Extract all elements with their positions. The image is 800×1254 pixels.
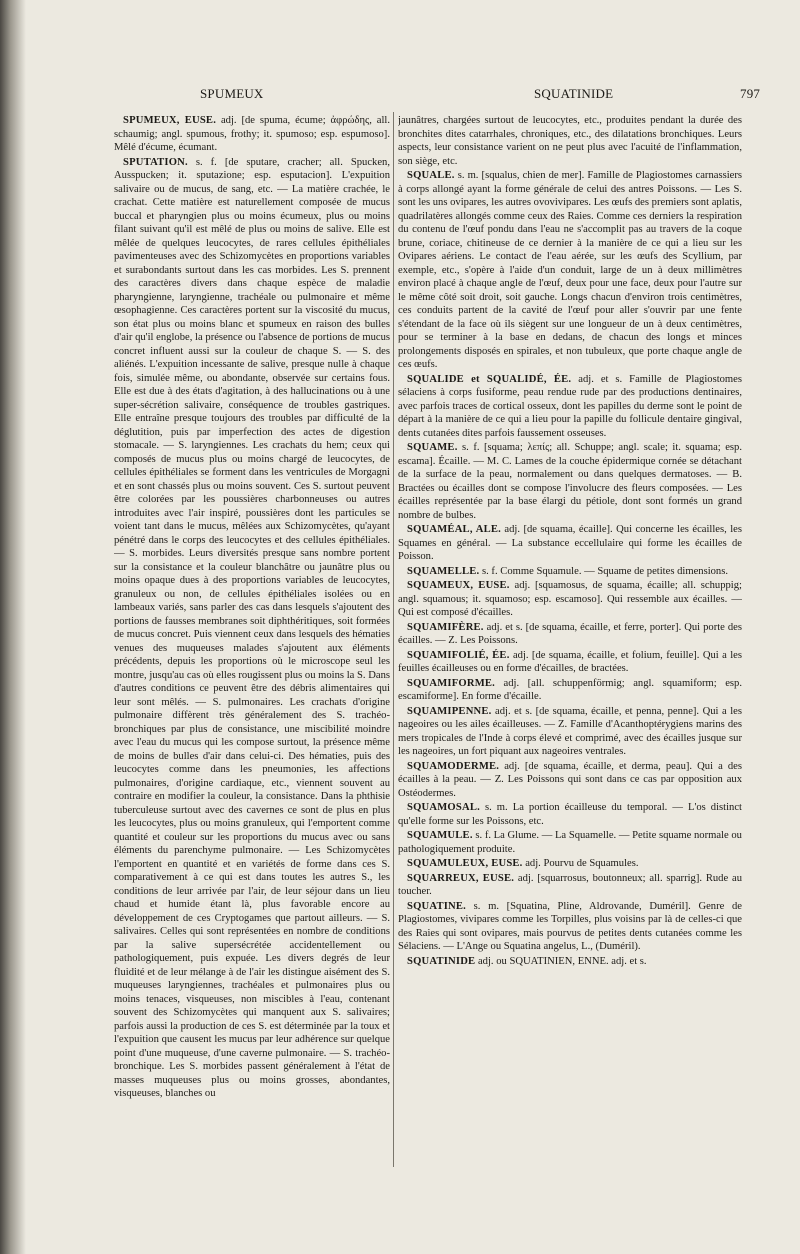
dictionary-entry <box>398 829 742 856</box>
entry-headword: SQUAMÉAL, ALE. <box>407 524 501 535</box>
entry-headword: SQUAMEUX, EUSE. <box>407 580 510 591</box>
dictionary-entry <box>398 955 742 969</box>
left-column <box>114 114 390 1174</box>
entry-definition: adj. et s. [de squama, écaille, et ferre, porter]. Qui porte des écailles. — Z. Les Poissons. <box>398 621 742 646</box>
entry-headword: SQUAME. <box>407 442 458 453</box>
entry-headword: SQUATINIDE <box>407 955 476 967</box>
entry-definition: adj. [all. schuppenförmig; angl. squamiform; esp. escamiforme]. En forme d'écaille. <box>398 677 742 702</box>
entry-headword: SQUALE. <box>407 170 455 181</box>
entry-definition: adj. [de squama, écaille]. Qui concerne les écailles, les Squames en général. — La substance eccellulaire qui forme les écailles de Poisson. <box>398 524 742 562</box>
entry-headword: SQUARREUX, EUSE. <box>407 872 515 884</box>
running-header <box>0 86 800 106</box>
entry-headword: SQUAMIFORME. <box>407 677 496 689</box>
dictionary-entry <box>398 621 742 648</box>
dictionary-entry <box>398 677 742 704</box>
dictionary-entry <box>114 114 390 155</box>
entry-headword: SQUAMODERME. <box>407 760 500 772</box>
entry-definition: adj. [de squama, écaille, et folium, feuille]. Qui a les feuilles écailleuses ou en forme d'écailles, de bractées. <box>398 649 742 674</box>
entry-headword: SQUAMELLE. <box>407 565 480 577</box>
entry-definition: s. f. [de sputare, cracher; all. Spucken, Ausspucken; it. sputazione; esp. esputacion]. L'expuition salivaire ou de mucus, de sang, etc. — La matière crachée, le crachat. Cette matière est naturellement composée de mucus buccal et pharyngien plus ou moins écumeux, plus ou moins filant suivant qu'il est mêlé de plus ou moins de salive. Elle est mêlée de quelques leucocytes, de rares cellules épithéliales pavimenteuses avec des Schizomycètes en proportions variables et surabondants surtout dans les cas morbides. Les S. prennent des caractères divers dans chaque espèce de maladie pharyngienne, laryngienne, trachéale ou pulmonaire et même œsophagienne. Ces caractères portent sur la viscosité du mucus, son état plus ou moins blanc et spumeux en raison des bulles d'air qu'il englobe, la présence ou l'absence de portions de mucus concret influent aussi sur la couleur de chaque S. — S. des aliénés. L'expuition incessante de salive, presque nulle à chaque fois, simulée même, ou abondante, observée sur certains fous. Elle est due à des états d'agitation, à des hallucinations ou à une super-sécrétion salivaire, conséquence de troubles gastriques. Elle entraîne presque toujours des troubles par difficulté de la déglutition, puis par imperfection des actes de digestion stomacale. — S. laryngiennes. Les crachats du hem; ceux qui composés de mucus plus ou moins chargé de leucocytes, de cellules épithéliales se forment dans les ventricules de Morgagni et en sont chassés plus ou moins souvent. Ces S. surtout peuvent être colorées par les poussières charbonneuses ou autres introduites avec l'air inspiré, poussières dont les particules se voient tant dans le mucus, mêlées aux Schizomycètes, qu'ayant pénétré dans le corps des leucocytes et des cellules épithéliales. — S. morbides. Leurs diversités presque sans nombre portent sur la consistance et la couleur blanchâtre ou jaunâtre plus ou moins opaque dues à des proportions variables de leucocytes, granuleux ou non, de cellules épithéliales isolées ou en lambeaux variés, sans parler des cas dans lesquels s'ajoutent des portions de fausses membranes soit diphthéritiques, soit formées de mucus concret. Puis viennent ceux dans lesquels des hématies venues des muqueuses malades s'ajoutent aux éléments précédents, depuis les proportions où le microscope seul les montre, jusqu'au cas où elles rougissent plus ou moins la S. Dans d'autres conditions ce peuvent être des débris alimentaires qui leur sont mêlés. — S. pulmonaires. Les crachats d'origine pulmonaire diffèrent très généralement des S. trachéo-bronchiques par plus de consistance, une miscibilité moindre avec l'eau du mucus qui les compose surtout, la présence même de moins de bulles d'air dans celui-ci. Des hématies, puis des leucocytes comme dans les pneumonies, les affections pulmonaires, d'origine cardiaque, etc., viennent souvent au contraire en modifier la couleur, la consistance. Dans la phthisie tuberculeuse surtout avec des cavernes ce sont de plus en plus les leucocytes, plus ou moins granuleux, qui l'emportent comme quantité et couleur sur les proportions du mucus avec ou sans éléments du parenchyme pulmonaire. — Les Schizomycètes l'emportent en quantité et en variétés de forme dans ces S. comparativement à ce qui est dans toutes les autres S., les conditions de leur arrivée par l'air, de leur séjour dans un lieu chaud et humide étant là, plus favorable encore au développement de ces Cryptogames que partout ailleurs. — S. salivaires. Celles qui sont représentées en nombre de conditions par la salive supersécrétée accidentellement ou pathologiquement, puis expuée. Les divers degrés de leur fluidité et de leur mélange à de l'air les distingue aisément des S. muqueuses laryngiennes, trachéales et pulmonaires plus ou moins tenaces, visqueuses, non miscibles à l'eau, contenant souvent des Schizomycètes qui manquent aux S. salivaires; parfois aussi la production de ces S. est déterminée par la toux et l'expuition que causent les mucus par leur adhérence sur quelque point d'une muqueuse, d'une caverne pulmonaire. — S. trachéo-bronchique. Les S. morbides passent généralement à l'état de masses muqueuses plus ou moins grosses, abondantes, visqueuses, blanches ou <box>114 156 390 1099</box>
entry-headword: SQUATINE. <box>407 900 466 912</box>
dictionary-entry <box>398 579 742 620</box>
page-number: 797 <box>740 86 761 101</box>
dictionary-entry <box>398 900 742 954</box>
entry-headword: SQUAMIPENNE. <box>407 705 492 717</box>
entry-definition: s. f. La Glume. — La Squamelle. — Petite squame normale ou pathologiquement produite. <box>398 830 742 855</box>
entry-definition: s. f. Comme Squamule. — Squame de petites dimensions. <box>482 565 728 577</box>
entry-headword: SQUAMOSAL. <box>407 802 480 813</box>
entry-definition: adj. [de spuma, écume; ἀφρώδης, all. schaumig; angl. spumous, frothy; it. spumoso; esp. espumoso]. Mêlé d'écume, écumant. <box>114 115 390 153</box>
dictionary-entry <box>398 373 742 441</box>
dictionary-entry <box>114 156 390 1101</box>
column-divider <box>393 112 394 1167</box>
dictionary-entry <box>398 441 742 522</box>
entry-headword: SQUALIDE et SQUALIDÉ, ÉE. <box>407 373 572 385</box>
right-running-headword: SQUATINIDE <box>534 86 614 101</box>
entry-definition: adj. et s. [de squama, écaille, et penna, penne]. Qui a les nageoires ou les ailes écailleuses. — Z. Famille d'Acanthoptérygiens marins des mers tropicales de l'Inde à corps élevé et comprimé, avec des écailles jusque sur les nageoires, un fort piquant aux nageoires ventrales. <box>398 705 742 757</box>
entry-headword: SPUMEUX, EUSE. <box>123 115 217 126</box>
entry-definition: adj. [squamosus, de squama, écaille; all. schuppig; angl. squamous; it. squamoso; esp. escamoso]. Qui ressemble aux écailles. — Qui est composé d'écailles. <box>398 580 742 618</box>
entry-definition: s. m. La portion écailleuse du temporal. — L'os distinct qu'elle forme sur les Poissons, etc. <box>398 802 742 827</box>
dictionary-entry <box>398 169 742 372</box>
right-column <box>398 114 742 1174</box>
entry-definition: s. m. [Squatina, Pline, Aldrovande, Duméril]. Genre de Plagiostomes, vivipares comme les Torpilles, plus voisins par là de celles-ci que des Raies qui sont ovipares, mais pourvus de petites dents cutanées comme les Sélaciens. — L'Ange ou Squatina angelus, L., (Duméril). <box>398 900 742 952</box>
entry-definition: adj. [de squama, écaille, et derma, peau]. Qui a des écailles à la peau. — Z. Les Poissons qui sont dans ce cas par opposition aux Ostéodermes. <box>398 760 742 799</box>
entry-definition: s. m. [squalus, chien de mer]. Famille de Plagiostomes carnassiers à corps allongé ayant la forme générale de celui des antres Poissons. — Les S. sont les uns ovipares, les autres ovovivipares. Les œufs des premiers sont aplatis, quadrilatères allongés comme ceux des Raies. Comme ces derniers la respiration du contenu de l'œuf pondu dans l'eau ne s'accomplit pas au travers de la coque brune, coriace, chitineuse de ce dernier à la manière de ce qui a lieu sur les Ovipares aériens. Le contact de l'eau aérée, sur les œufs des Scyllium, par exemple, etc., s'opère à l'aide d'un conduit, large de un à deux millimètres environ placé à chaque angle de l'œuf, deux pour une face, deux pour l'autre sur le même côté soit droit, soit gauche. Longs chacun d'environ trois centimètres, ces conduits partent de la cavité de l'œuf pour aller s'ouvrir par une fente s'étendant de la face où ils siègent sur une longueur de un à deux centimètres, pour se terminer à la base en dedans, de chacun des longs et minces prolongements disposés en spirales, et non tubuleux, que porte chaque angle de ces œufs. <box>398 170 742 370</box>
left-running-headword: SPUMEUX <box>200 86 264 101</box>
dictionary-entry <box>398 114 742 168</box>
dictionary-entry <box>398 857 742 871</box>
entry-definition: adj. et s. Famille de Plagiostomes sélaciens à corps fusiforme, peau rendue rude par des productions dentinaires, avec parfois traces de cortical osseux, dont les papilles du derme sont le point de départ à la manière de ce qui a lieu pour la papille du follicule dentaire gingival, dents cutanées dites parfois faussement osseuses. <box>398 373 742 439</box>
dictionary-entry <box>398 523 742 564</box>
binding-shadow <box>0 0 26 1254</box>
entry-definition: adj. Pourvu de Squamules. <box>525 858 639 869</box>
dictionary-entry <box>398 565 742 579</box>
dictionary-entry <box>398 705 742 759</box>
entry-definition: adj. ou SQUATINIEN, ENNE. adj. et s. <box>477 955 647 967</box>
entry-headword: SPUTATION. <box>123 156 188 168</box>
entry-definition: jaunâtres, chargées surtout de leucocytes, etc., produites pendant la durée des bronchites dites catarrhales, chroniques, etc., des dilatations bronchiques. Leurs aspects, leur consistance varient on ne peut plus avec l'acuité de l'inflammation, son siège, etc. <box>398 115 742 167</box>
dictionary-entry <box>398 760 742 801</box>
dictionary-entry <box>398 801 742 828</box>
entry-headword: SQUAMIFOLIÉ, ÉE. <box>407 649 510 661</box>
entry-definition: adj. [squarrosus, boutonneux; all. sparrig]. Rude au toucher. <box>398 872 742 897</box>
dictionary-entry <box>398 649 742 676</box>
entry-headword: SQUAMIFÈRE. <box>407 621 484 633</box>
dictionary-entry <box>398 872 742 899</box>
entry-definition: s. f. [squama; λεπίς; all. Schuppe; angl. scale; it. squama; esp. escama]. Écaille. — M. C. Lames de la couche épidermique cornée se détachant de la surface de la peau, normalement ou dans quelques dermatoses. — B. Bractées ou écailles dont se compose l'involucre des fleurs composées. — Les écailles représentée par la base élargi du pétiole, dont sont formés un grand nombre de bulbes. <box>398 442 742 521</box>
entry-headword: SQUAMULE. <box>407 830 473 841</box>
entry-headword: SQUAMULEUX, EUSE. <box>407 858 523 869</box>
